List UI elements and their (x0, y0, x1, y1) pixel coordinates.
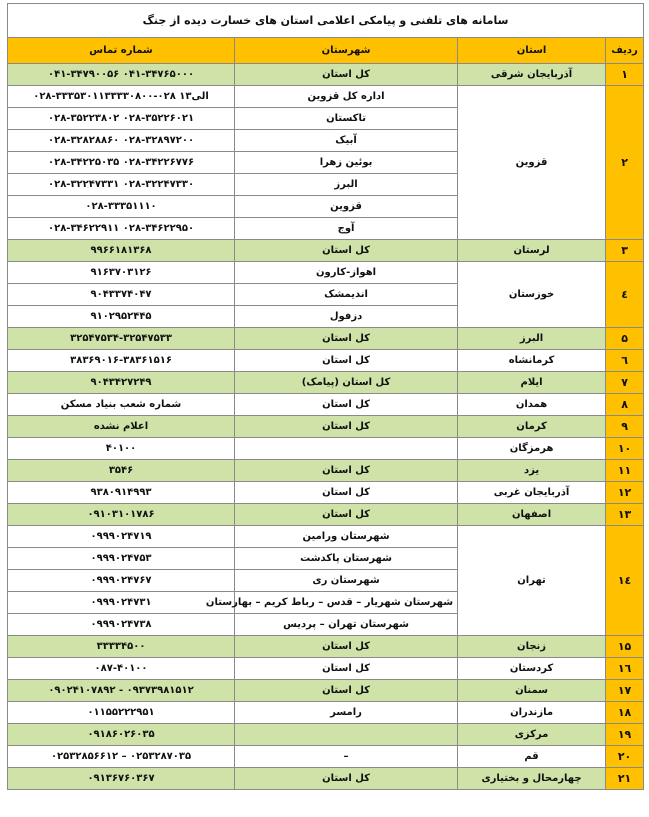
table-row (8, 636, 644, 658)
contact-number: ۰۲۸-۳۵۲۲۳۸۰۲ ۰۲۸-۳۵۲۲۶۰۲۱ (8, 108, 235, 130)
contact-number: ۰۲۸-۳۴۲۲۵۰۳۵ ۰۲۸-۳۴۲۲۶۷۷۶ (8, 152, 235, 174)
city-name: شهرستان ورامین (235, 526, 458, 548)
table-row (8, 438, 644, 460)
table-row (8, 394, 644, 416)
province-name: قم (458, 746, 606, 768)
contact-number: ۳۵۴۶ (8, 460, 235, 482)
province-name: ایلام (458, 372, 606, 394)
city-name: کل استان (235, 680, 458, 702)
row-number: ۲۰ (606, 746, 644, 768)
city-name: کل استان (235, 482, 458, 504)
contact-number: ۴۰۱۰۰ (8, 438, 235, 460)
city-name: کل استان (235, 504, 458, 526)
city-name: کل استان (235, 658, 458, 680)
province-name: یزد (458, 460, 606, 482)
province-name: آذربایجان شرقی (458, 64, 606, 86)
contact-number: ۹۹۶۶۱۸۱۳۶۸ (8, 240, 235, 262)
table-row (8, 768, 644, 790)
province-name: قزوین (458, 86, 606, 240)
city-name: کل استان (235, 240, 458, 262)
contact-number: ۰۹۱۳۶۷۶۰۳۶۷ (8, 768, 235, 790)
phone-directory (7, 3, 643, 790)
contact-number: ۰۲۵۳۲۸۵۶۶۱۲ – ۰۲۵۳۲۸۷۰۳۵ (8, 746, 235, 768)
city-name: کل استان (235, 416, 458, 438)
city-name: اهواز-کارون (235, 262, 458, 284)
row-number: ۸ (606, 394, 644, 416)
contact-number: ۹۰۴۳۳۷۴۰۴۷ (8, 284, 235, 306)
table-row (8, 658, 644, 680)
contact-number: ۹۱۰۲۹۵۲۴۴۵ (8, 306, 235, 328)
row-number: ۱۱ (606, 460, 644, 482)
province-name: تهران (458, 526, 606, 636)
province-name: خوزستان (458, 262, 606, 328)
city-name: شهرستان شهریار – قدس – رباط کریم – بهارستان (235, 592, 458, 614)
table-row (8, 526, 644, 548)
header-phone: شماره تماس (8, 38, 235, 64)
city-name (235, 724, 458, 746)
row-number: ۵ (606, 328, 644, 350)
table-row (8, 372, 644, 394)
table-row (8, 262, 644, 284)
contact-number: ۰۲۸-۳۳۳۵۱۱۱۰ (8, 196, 235, 218)
city-name: کل استان (235, 768, 458, 790)
contact-number: ۰۹۹۹۰۲۴۷۳۸ (8, 614, 235, 636)
table-title: سامانه های تلفنی و پیامکی اعلامی استان های خسارت دیده از جنگ (8, 4, 644, 38)
province-name: زنجان (458, 636, 606, 658)
province-name: مرکزی (458, 724, 606, 746)
table-row (8, 482, 644, 504)
contact-number: ۰۹۰۲۴۱۰۷۸۹۲ - ۰۹۳۷۳۹۸۱۵۱۲ (8, 680, 235, 702)
row-number: ۱۳ (606, 504, 644, 526)
province-name: سمنان (458, 680, 606, 702)
contact-number: اعلام نشده (8, 416, 235, 438)
table-row (8, 504, 644, 526)
contact-number: ۰۲۸-۳۴۶۲۲۹۱۱ ۰۲۸-۳۴۶۲۲۹۵۰ (8, 218, 235, 240)
province-name: اصفهان (458, 504, 606, 526)
row-number: ۳ (606, 240, 644, 262)
city-name: آوج (235, 218, 458, 240)
row-number: ۱۸ (606, 702, 644, 724)
contact-number: ۹۰۴۳۴۲۷۲۴۹ (8, 372, 235, 394)
provinces-table (7, 3, 644, 790)
city-name: کل استان (235, 328, 458, 350)
table-row (8, 240, 644, 262)
city-name: کل استان (پیامک) (235, 372, 458, 394)
province-name: هرمزگان (458, 438, 606, 460)
contact-number: ۰۸۷-۴۰۱۰۰ (8, 658, 235, 680)
city-name: کل استان (235, 636, 458, 658)
contact-number: شماره شعب بنیاد مسکن (8, 394, 235, 416)
contact-number: ۰۹۱۰۳۱۰۱۷۸۶ (8, 504, 235, 526)
contact-number: ۳۸۳۶۹۰۱۶-۳۸۳۶۱۵۱۶ (8, 350, 235, 372)
contact-number: ۳۳۳۳۴۵۰۰ (8, 636, 235, 658)
header-row-number: ردیف (606, 38, 644, 64)
row-number: ۱٤ (606, 526, 644, 636)
row-number: ۱۲ (606, 482, 644, 504)
row-number: ۱۹ (606, 724, 644, 746)
row-number: ۱۷ (606, 680, 644, 702)
row-number: ۱۰ (606, 438, 644, 460)
contact-number: ۰۹۹۹۰۲۴۷۳۱ (8, 592, 235, 614)
row-number: ۱۵ (606, 636, 644, 658)
city-name: کل استان (235, 350, 458, 372)
contact-number: ۰۹۹۹۰۲۴۷۵۳ (8, 548, 235, 570)
contact-number: ۰۹۱۸۶۰۲۶۰۳۵ (8, 724, 235, 746)
city-name: کل استان (235, 64, 458, 86)
contact-number: ۳۲۵۴۷۵۳۴-۳۲۵۴۷۵۳۳ (8, 328, 235, 350)
city-name: تاکستان (235, 108, 458, 130)
city-name: آبیک (235, 130, 458, 152)
table-row (8, 460, 644, 482)
province-name: همدان (458, 394, 606, 416)
city-name: – (235, 746, 458, 768)
table-row (8, 680, 644, 702)
row-number: ۲ (606, 86, 644, 240)
city-name: قزوین (235, 196, 458, 218)
city-name: اندیمشک (235, 284, 458, 306)
row-number: ۱٦ (606, 658, 644, 680)
contact-number: ۹۳۸۰۹۱۴۹۹۳ (8, 482, 235, 504)
city-name (235, 438, 458, 460)
province-name: کرمان (458, 416, 606, 438)
table-row (8, 86, 644, 108)
table-row (8, 702, 644, 724)
city-name: رامسر (235, 702, 458, 724)
table-row (8, 328, 644, 350)
province-name: کرمانشاه (458, 350, 606, 372)
contact-number: ۰۹۹۹۰۲۴۷۶۷ (8, 570, 235, 592)
city-name: البرز (235, 174, 458, 196)
province-name: مازندران (458, 702, 606, 724)
province-name: کردستان (458, 658, 606, 680)
table-row (8, 724, 644, 746)
table-body (8, 64, 644, 790)
city-name: بوئین زهرا (235, 152, 458, 174)
table-row (8, 350, 644, 372)
contact-number: ۰۴۱-۳۴۷۹۰۰۵۶ ۰۴۱-۳۴۷۶۵۰۰۰ (8, 64, 235, 86)
city-name: کل استان (235, 460, 458, 482)
table-row (8, 416, 644, 438)
contact-number: ۰۲۸-۳۳۳۵۳۰۱۱الی۱۳ ۰۲۸-۳۳۳۳۰۸۰۰ (8, 86, 235, 108)
contact-number: ۰۲۸-۳۲۲۴۷۳۳۱ ۰۲۸-۳۲۲۴۷۳۳۰ (8, 174, 235, 196)
row-number: ۱ (606, 64, 644, 86)
table-row (8, 64, 644, 86)
province-name: چهارمحال و بختیاری (458, 768, 606, 790)
contact-number: ۹۱۶۳۷۰۳۱۲۶ (8, 262, 235, 284)
contact-number: ۰۱۱۵۵۲۲۲۹۵۱ (8, 702, 235, 724)
province-name: لرستان (458, 240, 606, 262)
province-name: البرز (458, 328, 606, 350)
contact-number: ۰۲۸-۳۲۸۲۸۸۶۰ ۰۲۸-۳۲۸۹۷۲۰۰ (8, 130, 235, 152)
city-name: اداره کل قزوین (235, 86, 458, 108)
row-number: ۹ (606, 416, 644, 438)
city-name: دزفول (235, 306, 458, 328)
row-number: ٤ (606, 262, 644, 328)
contact-number: ۰۹۹۹۰۲۴۷۱۹ (8, 526, 235, 548)
city-name: کل استان (235, 394, 458, 416)
province-name: آذربایجان غربی (458, 482, 606, 504)
city-name: شهرستان تهران – پردیس (235, 614, 458, 636)
city-name: شهرستان ری (235, 570, 458, 592)
row-number: ۷ (606, 372, 644, 394)
row-number: ۲۱ (606, 768, 644, 790)
row-number: ٦ (606, 350, 644, 372)
city-name: شهرستان پاکدشت (235, 548, 458, 570)
header-city: شهرستان (235, 38, 458, 64)
table-row (8, 746, 644, 768)
header-province: استان (458, 38, 606, 64)
